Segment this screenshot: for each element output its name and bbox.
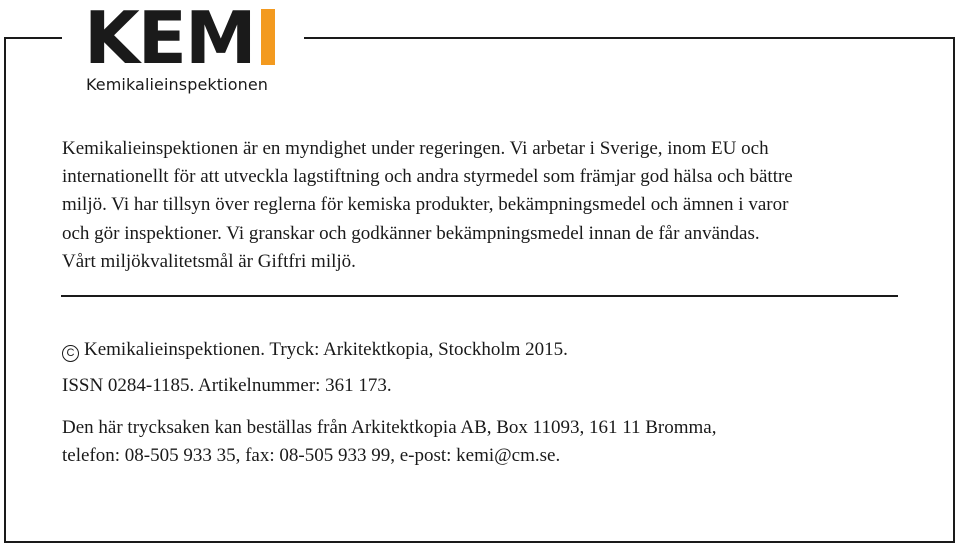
logo-letters: KEM [84, 6, 255, 70]
intro-line: Kemikalieinspektionen är en myndighet under regeringen. Vi arbetar i Sverige, inom EU och [62, 138, 769, 159]
copyright-line [62, 336, 568, 364]
logo-subtitle: Kemikalieinspektionen [86, 75, 269, 94]
order-line: telefon: 08-505 933 35, fax: 08-505 933 99, e-post: kemi@cm.se. [62, 445, 561, 467]
order-info [62, 414, 717, 470]
divider [61, 295, 898, 297]
copyright-icon: C [62, 345, 79, 362]
logo-wordmark [84, 6, 275, 70]
intro-line: och gör inspektioner. Vi granskar och godkänner bekämpningsmedel innan de får användas. [62, 222, 760, 244]
kemi-logo [84, 6, 284, 96]
copyright-text: Kemikalieinspektionen. Tryck: Arkitektkopia, Stockholm 2015. [84, 339, 568, 360]
intro-line: miljö. Vi har tillsyn över reglerna för kemiska produkter, bekämpningsmedel och ämnen i varor [62, 194, 789, 216]
logo-i-bar [261, 9, 275, 65]
intro-paragraph [62, 135, 912, 276]
issn-line: ISSN 0284-1185. Artikelnummer: 361 173. [62, 375, 392, 396]
intro-line: internationellt för att utveckla lagstiftning och andra styrmedel som främjar god hälsa och bättre [62, 166, 793, 188]
order-line: Den här trycksaken kan beställas från Arkitektkopia AB, Box 11093, 161 11 Bromma, [62, 417, 717, 438]
intro-line: Vårt miljökvalitetsmål är Giftfri miljö. [62, 250, 356, 272]
